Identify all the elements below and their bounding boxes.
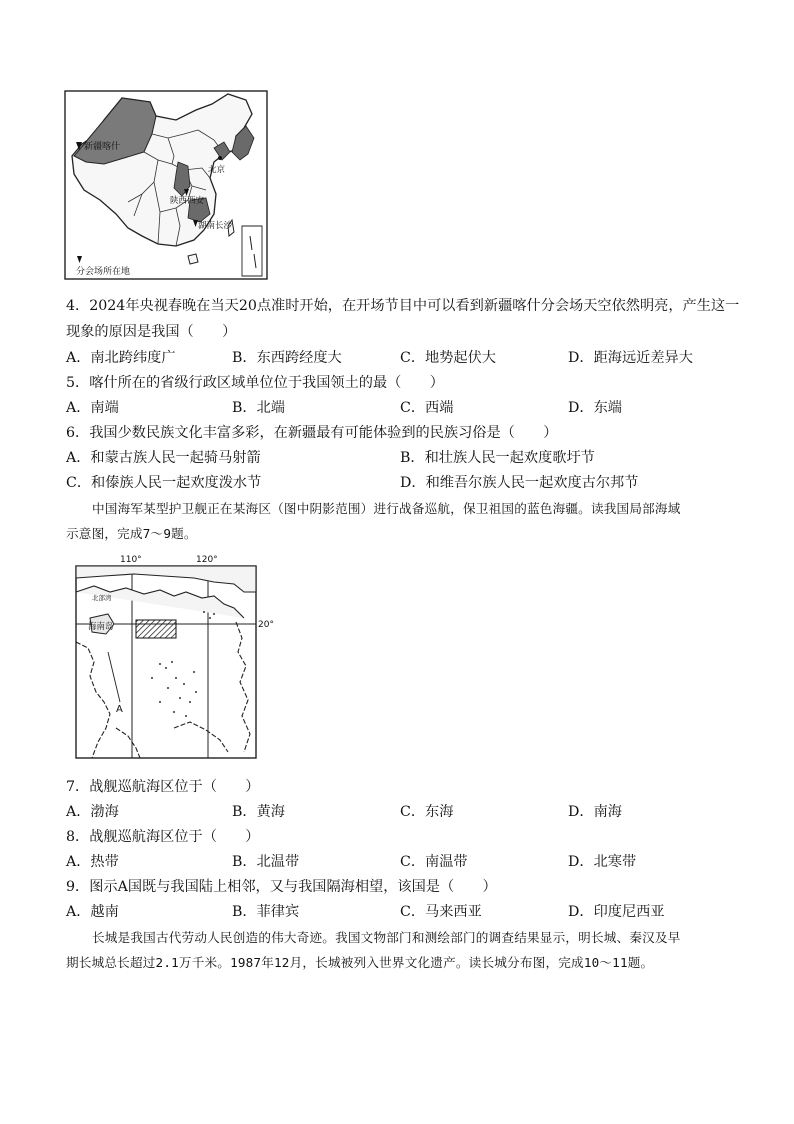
q4-option-c[interactable]: C．地势起伏大 xyxy=(400,350,496,366)
beibu-label: 北部湾 xyxy=(92,594,112,602)
changsha-label: 湖南长沙 xyxy=(198,221,233,231)
q5-option-b[interactable]: B．北端 xyxy=(232,400,285,416)
lat20-label: 20° xyxy=(258,620,274,630)
passage1-line1: 中国海军某型护卫舰正在某海区（图中阴影范围）进行战备巡航，保卫祖国的蓝色海疆。读我国局部海域 xyxy=(92,501,681,516)
q6-option-b[interactable]: B．和壮族人民一起欢度歌圩节 xyxy=(400,450,595,466)
q8-option-a[interactable]: A．热带 xyxy=(66,854,119,870)
q7-option-c[interactable]: C．东海 xyxy=(400,804,454,820)
hainan-island xyxy=(188,254,198,264)
q4-stem-line1: 4．2024年央视春晚在当天20点准时开始，在开场节目中可以看到新疆喀什分会场天空依然明亮，产生这一 xyxy=(66,298,740,314)
q6-options-row1 xyxy=(66,448,766,468)
passage2-line2: 期长城总长超过2.1万千米。1987年12月，长城被列入世界文化遗产。读长城分布图，完成10～11题。 xyxy=(66,955,654,970)
q6-option-a[interactable]: A．和蒙古族人民一起骑马射箭 xyxy=(66,450,261,466)
q8-options xyxy=(66,852,766,872)
sea-area-map xyxy=(64,552,276,760)
kashgar-label: 新疆喀什 xyxy=(84,142,121,152)
q7-options xyxy=(66,802,766,822)
q9-option-b[interactable]: B．菲律宾 xyxy=(232,904,300,920)
q5-option-a[interactable]: A．南端 xyxy=(66,400,119,416)
lon110-label: 110° xyxy=(120,555,142,565)
lon120-label: 120° xyxy=(196,555,218,565)
q8-option-d[interactable]: D．北寒带 xyxy=(568,854,637,870)
q4-option-b[interactable]: B．东西跨经度大 xyxy=(232,350,342,366)
q4-options xyxy=(66,348,766,368)
q7-stem: 7．战舰巡航海区位于（ ） xyxy=(66,779,260,795)
beijing-label: 北京 xyxy=(208,165,226,175)
q6-options-row2 xyxy=(66,473,766,493)
beijing-marker-icon xyxy=(218,156,222,160)
q5-option-d[interactable]: D．东端 xyxy=(568,400,622,416)
china-venue-map xyxy=(64,90,268,280)
q7-option-d[interactable]: D．南海 xyxy=(568,804,622,820)
q4-stem-line2: 现象的原因是我国（ ） xyxy=(66,324,237,340)
q6-stem: 6．我国少数民族文化丰富多彩，在新疆最有可能体验到的民族习俗是（ ） xyxy=(66,425,558,441)
q9-options xyxy=(66,902,766,922)
passage2-line1: 长城是我国古代劳动人民创造的伟大奇迹。我国文物部门和测绘部门的调查结果显示，明长城、秦汉及早 xyxy=(92,930,681,945)
q9-option-d[interactable]: D．印度尼西亚 xyxy=(568,904,665,920)
q9-option-a[interactable]: A．越南 xyxy=(66,904,119,920)
passage1-line2: 示意图，完成7～9题。 xyxy=(66,526,197,541)
patrol-area xyxy=(136,620,176,638)
legend-label: 分会场所在地 xyxy=(76,267,131,277)
q4-option-a[interactable]: A．南北跨纬度广 xyxy=(66,350,176,366)
country-a-label: A xyxy=(116,704,123,715)
q8-option-b[interactable]: B．北温带 xyxy=(232,854,300,870)
xian-label: 陕西西安 xyxy=(170,196,205,206)
q9-option-c[interactable]: C．马来西亚 xyxy=(400,904,482,920)
q6-option-c[interactable]: C．和傣族人民一起欢度泼水节 xyxy=(66,475,262,491)
q5-option-c[interactable]: C．西端 xyxy=(400,400,454,416)
q6-option-d[interactable]: D．和维吾尔族人民一起欢度古尔邦节 xyxy=(400,475,639,491)
q5-options xyxy=(66,398,766,418)
q5-stem: 5．喀什所在的省级行政区域单位位于我国领土的最（ ） xyxy=(66,375,444,391)
q7-option-a[interactable]: A．渤海 xyxy=(66,804,119,820)
q8-stem: 8．战舰巡航海区位于（ ） xyxy=(66,829,260,845)
hainan-label: 海南岛 xyxy=(88,622,114,632)
q4-option-d[interactable]: D．距海远近差异大 xyxy=(568,350,693,366)
q8-option-c[interactable]: C．南温带 xyxy=(400,854,468,870)
q7-option-b[interactable]: B．黄海 xyxy=(232,804,285,820)
q9-stem: 9．图示A国既与我国陆上相邻，又与我国隔海相望，该国是（ ） xyxy=(66,879,497,895)
